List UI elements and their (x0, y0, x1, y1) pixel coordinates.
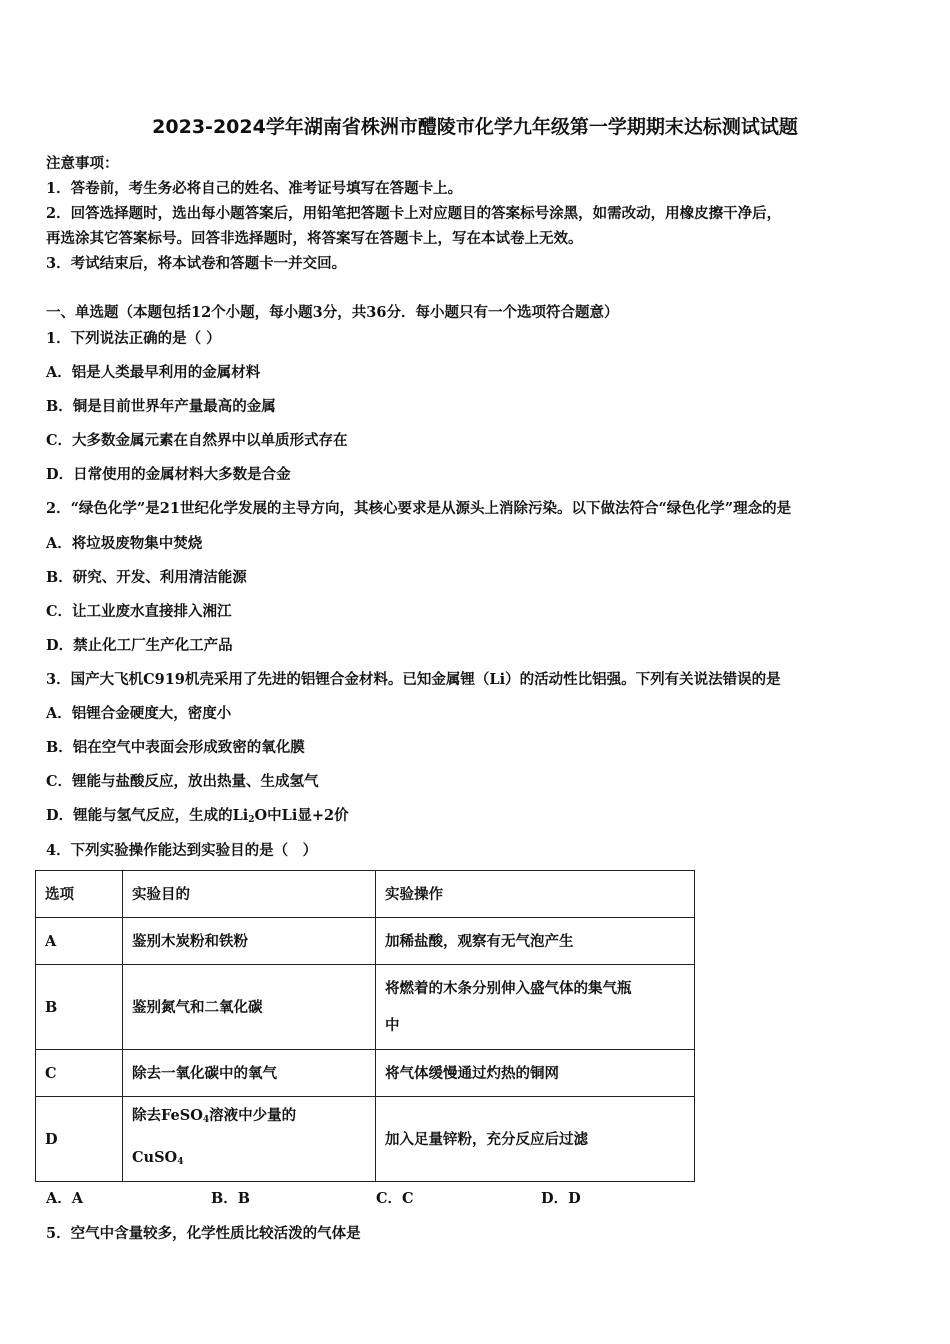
question-1-option-b: B．铜是目前世界年产量最高的金属 (46, 398, 276, 415)
question-4-option-d: D．D (541, 1190, 581, 1207)
purpose-text-pre: CuSO (132, 1149, 178, 1166)
subscript: 4 (177, 1157, 184, 1167)
operation-line: 将燃着的木条分别伸入盛气体的集气瓶 (385, 980, 632, 997)
subscript: 2 (248, 815, 255, 825)
question-2-stem: 2．“绿色化学”是21世纪化学发展的主导方向，其核心要求是从源头上消除污染。以下做法符合“绿色化学”理念的是 (46, 500, 792, 517)
notes-heading: 注意事项： (46, 155, 119, 172)
question-4-stem: 4．下列实验操作能达到实验目的是（ ） (46, 842, 318, 859)
question-4-option-a: A．A (46, 1190, 84, 1207)
question-2-option-c: C．让工业废水直接排入湘江 (46, 603, 232, 620)
row-operation: 加入足量锌粉，充分反应后过滤 (376, 1097, 695, 1182)
row-purpose: 鉴别氮气和二氧化碳 (123, 965, 376, 1050)
question-4-option-b: B．B (211, 1190, 251, 1207)
row-key: B (36, 965, 123, 1050)
purpose-text-pre: 除去FeSO (132, 1107, 203, 1124)
table-header-row (36, 871, 695, 918)
header-operation: 实验操作 (376, 871, 695, 918)
row-operation (376, 965, 695, 1050)
question-2-option-d: D．禁止化工厂生产化工产品 (46, 637, 233, 654)
table-row (36, 965, 695, 1050)
header-purpose: 实验目的 (123, 871, 376, 918)
row-purpose: 除去一氧化碳中的氧气 (123, 1050, 376, 1097)
row-operation: 加稀盐酸，观察有无气泡产生 (376, 918, 695, 965)
option-d-text-pre: D．锂能与氢气反应，生成的Li (46, 807, 249, 824)
table-row (36, 918, 695, 965)
question-3-stem: 3．国产大飞机C919机壳采用了先进的铝锂合金材料。已知金属锂（Li）的活动性比铝强。下列有关说法错误的是 (46, 671, 781, 688)
option-d-text-post: O中Li显+2价 (254, 807, 349, 824)
row-key: A (36, 918, 123, 965)
note-item: 1．答卷前，考生务必将自己的姓名、准考证号填写在答题卡上。 (46, 180, 463, 197)
question-2-option-b: B．研究、开发、利用清洁能源 (46, 569, 247, 586)
operation-line: 中 (385, 1017, 400, 1034)
question-4-option-c: C．C (376, 1190, 414, 1207)
note-item: 2．回答选择题时，选出每小题答案后，用铅笔把答题卡上对应题目的答案标号涂黑，如需改动，用橡皮擦干净后， (46, 205, 782, 222)
question-1-option-a: A．铝是人类最早利用的金属材料 (46, 364, 261, 381)
question-1-option-c: C．大多数金属元素在自然界中以单质形式存在 (46, 432, 348, 449)
question-3-option-b: B．铝在空气中表面会形成致密的氧化膜 (46, 739, 305, 756)
row-key: C (36, 1050, 123, 1097)
row-purpose: 鉴别木炭粉和铁粉 (123, 918, 376, 965)
question-2-option-a: A．将垃圾废物集中焚烧 (46, 535, 203, 552)
row-purpose (123, 1097, 376, 1182)
section-heading: 一、单选题（本题包括12个小题，每小题3分，共36分．每小题只有一个选项符合题意） (46, 304, 619, 321)
note-item: 再选涂其它答案标号。回答非选择题时，将答案写在答题卡上，写在本试卷上无效。 (46, 230, 583, 247)
table-row (36, 1050, 695, 1097)
question-1-option-d: D．日常使用的金属材料大多数是合金 (46, 466, 291, 483)
experiment-table (35, 870, 695, 1182)
question-5-stem: 5．空气中含量较多，化学性质比较活泼的气体是 (46, 1225, 361, 1242)
note-item: 3．考试结束后，将本试卷和答题卡一并交回。 (46, 255, 347, 272)
exam-title: 2023-2024学年湖南省株洲市醴陵市化学九年级第一学期期末达标测试试题 (152, 116, 798, 138)
row-operation: 将气体缓慢通过灼热的铜网 (376, 1050, 695, 1097)
table-row (36, 1097, 695, 1182)
purpose-text-post: 溶液中少量的 (209, 1107, 297, 1124)
purpose-line (132, 1097, 366, 1139)
question-1-stem: 1．下列说法正确的是（ ） (46, 330, 221, 347)
header-option: 选项 (36, 871, 123, 918)
question-3-option-d (46, 804, 349, 825)
question-3-option-c: C．锂能与盐酸反应，放出热量、生成氢气 (46, 773, 319, 790)
subscript: 4 (202, 1115, 210, 1125)
question-3-option-a: A．铝锂合金硬度大，密度小 (46, 705, 232, 722)
row-key: D (36, 1097, 123, 1182)
purpose-line (132, 1139, 366, 1181)
